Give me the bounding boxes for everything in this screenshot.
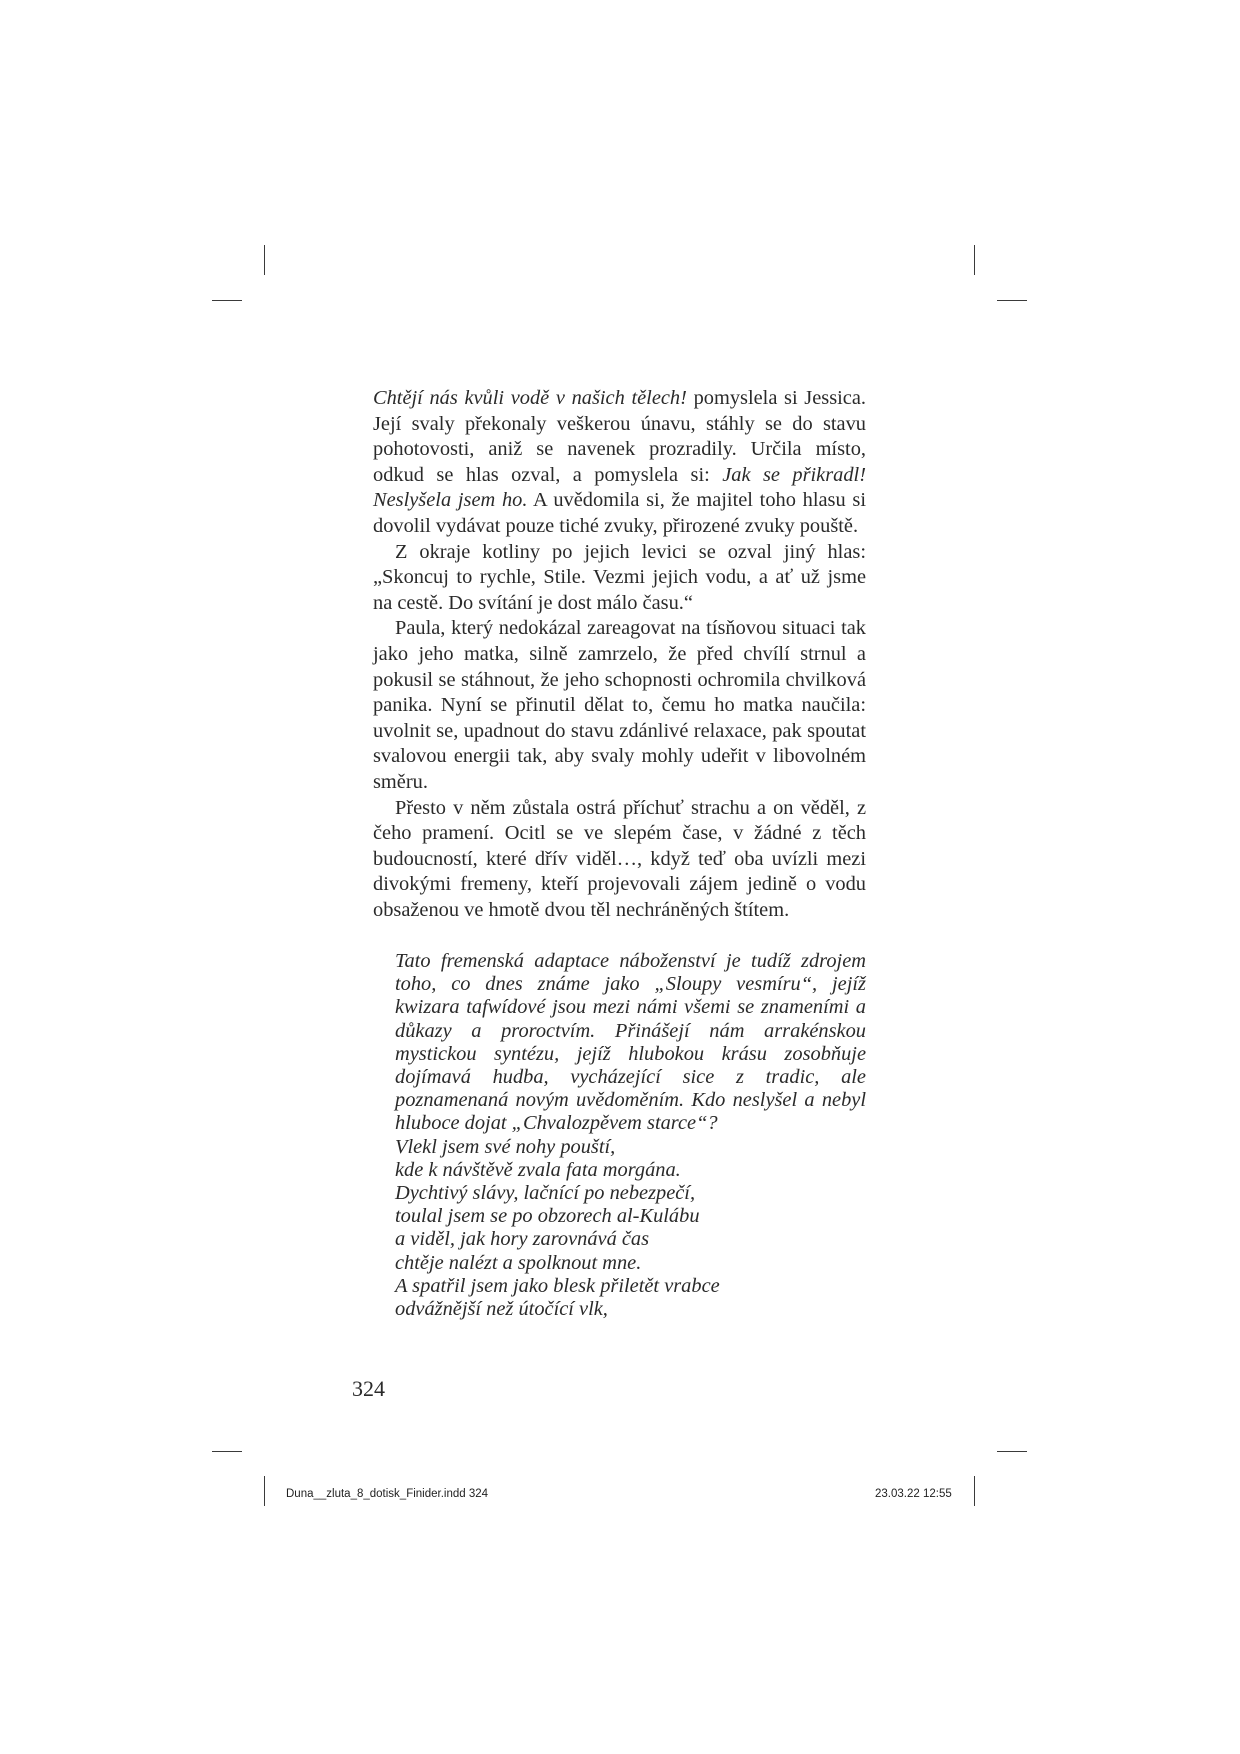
epigraph-verse: [395, 1136, 866, 1322]
slug-file-name: Duna__zluta_8_dotisk_Finider.indd 324: [286, 1488, 489, 1500]
crop-mark-top-left-horizontal: [212, 300, 242, 301]
verse-line: Vlekl jsem své nohy pouští,: [395, 1135, 616, 1158]
italic-thought-2: Jak se přikradl! Neslyšela jsem ho.: [373, 463, 867, 512]
paragraph-1-text-b: A uvědomila si, že majitel toho hlasu si dovolil vydávat pouze tiché zvuky, přirozené zvuky pouště.: [373, 489, 866, 537]
body-text: [373, 386, 866, 923]
verse-line: Dychtivý slávy, lačnící po nebezpečí,: [395, 1182, 696, 1205]
paragraph-2: Z okraje kotliny po jejich levici se ozval jiný hlas: „Skoncuj to rychle, Stile. Vezmi jejich vodu, a ať už jsme na cestě. Do svítání je dost málo času.“: [373, 540, 866, 614]
verse-line: a viděl, jak hory zarovnává čas: [395, 1228, 650, 1251]
paragraph-1-text-a: pomyslela si Jessica. Její svaly překonaly veškerou únavu, stáhly se do stavu pohotovosti, aniž se navenek prozradily. Určila místo, odkud se hlas ozval, a pomyslela si:: [373, 387, 866, 486]
verse-line: chtěje nalézt a spolknout mne.: [395, 1251, 642, 1274]
epigraph: [395, 950, 866, 1321]
crop-mark-bottom-right-horizontal: [997, 1451, 1027, 1452]
verse-line: odvážnější než útočící vlk,: [395, 1298, 608, 1321]
paragraph-1: [373, 386, 866, 540]
verse-line: toulal jsem se po obzorech al-Kulábu: [395, 1205, 700, 1228]
italic-thought-1: Chtějí nás kvůli vodě v našich tělech!: [373, 387, 687, 409]
crop-mark-bottom-right-vertical: [974, 1476, 975, 1506]
paragraph-4: Přesto v něm zůstala ostrá příchuť strachu a on věděl, z čeho pramení. Ocitl se ve slepém čase, v žádné z těch budoucností, které dřív viděl…, když teď oba uvízli mezi divokými fremeny, kteří projevovali zájem jedině o vodu obsaženou ve hmotě dvou těl nechráněných štítem.: [373, 796, 866, 921]
paragraph-3: Paula, který nedokázal zareagovat na tísňovou situaci tak jako jeho matka, silně zamrzelo, že před chvílí strnul a pokusil se stáhnout, že jeho schopnosti ochromila chvilková panika. Nyní se přinutil dělat to, čemu ho matka naučila: uvolnit se, upadnout do stavu zdánlivé relaxace, pak spoutat svalovou energii tak, aby svaly mohly udeřit v libovolném směru.: [373, 617, 866, 793]
crop-mark-bottom-left-horizontal: [212, 1451, 242, 1452]
verse-line: A spatřil jsem jako blesk přiletět vrabce: [395, 1274, 720, 1297]
page-number: 324: [352, 1376, 385, 1401]
crop-mark-top-right-horizontal: [997, 300, 1027, 301]
epigraph-prose: Tato fremenská adaptace náboženství je tudíž zdrojem toho, co dnes známe jako „Sloupy vesmíru“, jejíž kwizara tafwídové jsou mezi námi všemi se znameními a důkazy a proroctvím. Přinášejí nám arrakénskou mystickou syntézu, jejíž hlubokou krásu zosobňuje dojímavá hudba, vycházející sice z tradic, ale poznamenaná novým uvědoměním. Kdo neslyšel a nebyl hluboce dojat „Chvalozpěvem starce“?: [395, 950, 866, 1135]
verse-line: kde k návštěvě zvala fata morgána.: [395, 1158, 681, 1181]
crop-mark-top-left-vertical: [264, 245, 265, 275]
crop-mark-top-right-vertical: [974, 245, 975, 275]
crop-mark-bottom-left-vertical: [264, 1476, 265, 1506]
slug-date-time: 23.03.22 12:55: [875, 1488, 952, 1500]
